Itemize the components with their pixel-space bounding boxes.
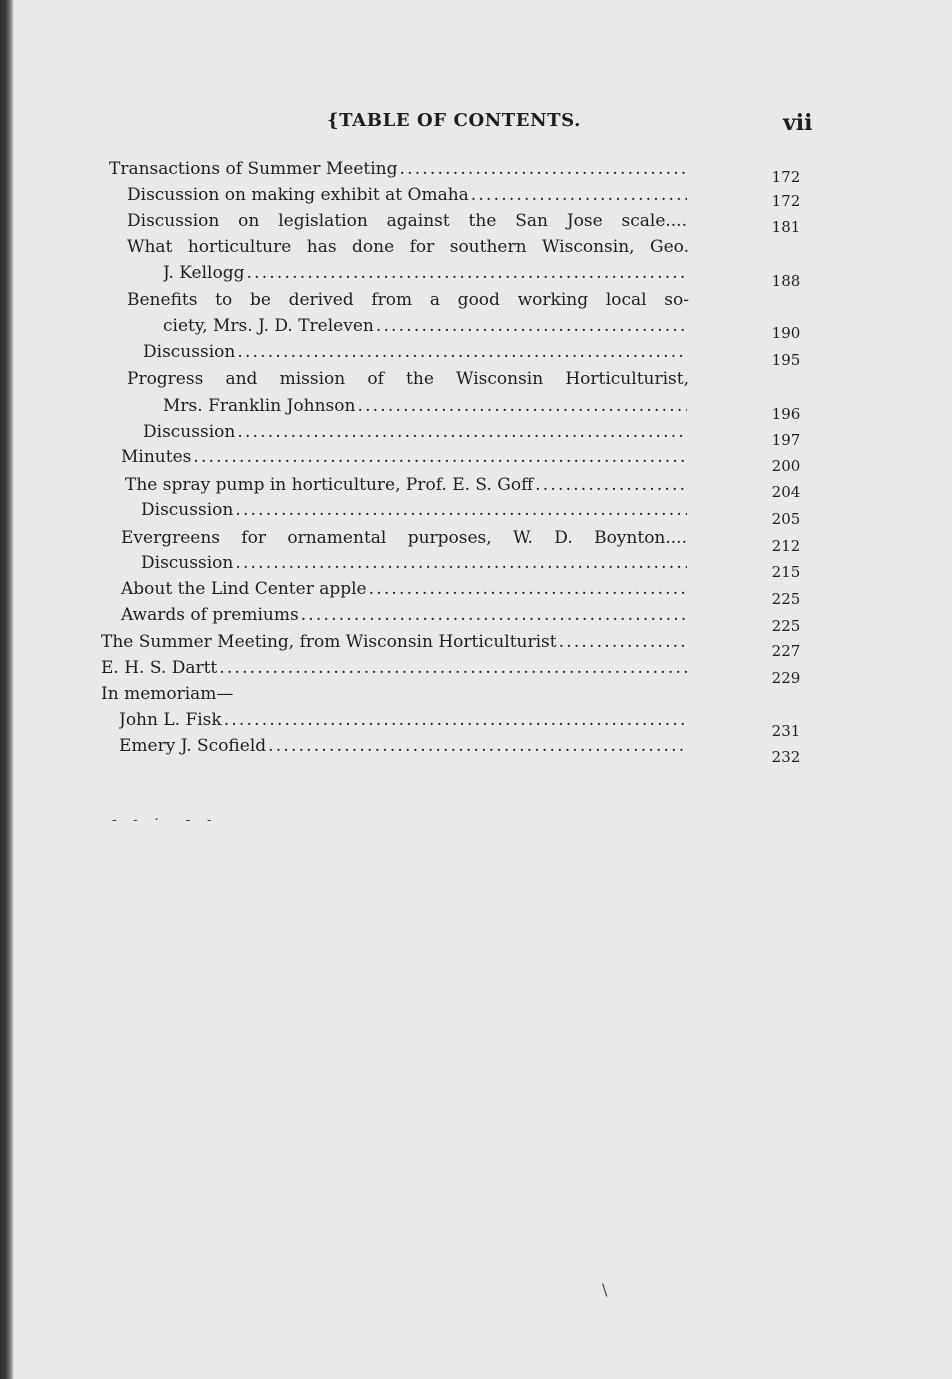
toc-entry-title: Evergreens for ornamental purposes, W. D. Boynton.... — [121, 528, 687, 548]
toc-entry — [101, 656, 687, 680]
toc-page-number: 205 — [771, 510, 801, 528]
toc-entry — [163, 314, 687, 338]
toc-entry — [119, 734, 685, 758]
toc-page-number: 204 — [771, 483, 801, 501]
toc-page-number: 172 — [771, 168, 801, 186]
roman-page-number: vii — [783, 110, 813, 136]
toc-entry — [109, 157, 687, 181]
leader-dots — [357, 394, 687, 418]
toc-entry-title: Minutes — [121, 447, 192, 467]
leader-dots — [471, 183, 687, 207]
leader-dots — [237, 340, 687, 364]
toc-entry-title: Discussion — [141, 500, 234, 520]
toc-page-number: 197 — [771, 431, 801, 449]
toc-page-number: 172 — [771, 192, 801, 210]
leader-dots — [535, 473, 687, 497]
toc-entry — [141, 498, 687, 522]
toc-entry — [121, 445, 687, 469]
toc-entry — [163, 261, 687, 285]
toc-entry — [101, 630, 687, 654]
toc-entry-title: Benefits to be derived from a good working local so- — [127, 290, 689, 310]
toc-entry-title: Awards of premiums — [121, 605, 299, 625]
scan-speck: - - · - - — [112, 812, 218, 828]
toc-page-number: 215 — [771, 563, 801, 581]
leader-dots — [235, 498, 687, 522]
leader-dots — [224, 708, 685, 732]
toc-entry-title: The Summer Meeting, from Wisconsin Horticulturist — [101, 632, 557, 652]
toc-entry-title: Discussion — [143, 422, 236, 442]
toc-entry-title: What horticulture has done for southern Wisconsin, Geo. — [127, 237, 689, 257]
toc-page-number: 231 — [771, 722, 801, 740]
toc-entry-title: Emery J. Scofield — [119, 736, 267, 756]
toc-entry-title: E. H. S. Dartt — [101, 658, 218, 678]
leader-dots — [237, 420, 687, 444]
toc-entry — [127, 235, 689, 259]
toc-page-number: 196 — [771, 405, 801, 423]
toc-entry — [121, 526, 687, 550]
toc-entry — [101, 682, 501, 706]
toc-entry-title: Mrs. Franklin Johnson — [163, 396, 356, 416]
toc-entry-title: The spray pump in horticulture, Prof. E. S. Goff — [125, 475, 534, 495]
toc-entry — [127, 183, 687, 207]
leader-dots — [235, 551, 687, 575]
toc-entry — [121, 603, 687, 627]
toc-page-number: 190 — [771, 324, 801, 342]
toc-entry-title: J. Kellogg — [163, 263, 245, 283]
leader-dots — [301, 603, 687, 627]
toc-page-number: 181 — [771, 218, 801, 236]
leader-dots — [559, 630, 687, 654]
page-binding-edge — [0, 0, 14, 1379]
toc-entry-title: About the Lind Center apple — [121, 579, 367, 599]
toc-entry-title: Discussion — [141, 553, 234, 573]
toc-entry-title: Progress and mission of the Wisconsin Horticulturist, — [127, 369, 689, 389]
toc-page-number: 227 — [771, 642, 801, 660]
leader-dots — [219, 656, 687, 680]
toc-entry-title: John L. Fisk — [119, 710, 222, 730]
toc-entry — [163, 394, 687, 418]
toc-page-number: 212 — [771, 537, 801, 555]
toc-entry-title: Discussion on making exhibit at Omaha — [127, 185, 469, 205]
toc-entry-title: Transactions of Summer Meeting — [109, 159, 398, 179]
leader-dots — [268, 734, 685, 758]
toc-entry-title: Discussion — [143, 342, 236, 362]
leader-dots — [246, 261, 687, 285]
leader-dots — [400, 157, 688, 181]
leader-dots — [369, 577, 687, 601]
leader-dots — [193, 445, 687, 469]
toc-entry — [121, 577, 687, 601]
toc-page-number: 188 — [771, 272, 801, 290]
toc-entry — [141, 551, 687, 575]
toc-entry — [125, 473, 687, 497]
toc-entry — [127, 288, 689, 312]
toc-page-number: 232 — [771, 748, 801, 766]
toc-entry — [143, 420, 687, 444]
leader-dots — [376, 314, 687, 338]
toc-page-number: 200 — [771, 457, 801, 475]
page-title: {TABLE OF CONTENTS. — [327, 110, 581, 131]
toc-page-number: 225 — [771, 617, 801, 635]
toc-entry-title: Discussion on legislation against the San Jose scale.... — [127, 211, 687, 231]
toc-page-number: 229 — [771, 669, 801, 687]
toc-page-number: 195 — [771, 351, 801, 369]
toc-entry — [143, 340, 687, 364]
toc-page-number: 225 — [771, 590, 801, 608]
scan-speck: \ — [602, 1280, 608, 1299]
toc-entry — [127, 367, 689, 391]
toc-entry-title: In memoriam— — [101, 684, 234, 704]
toc-entry-title: ciety, Mrs. J. D. Treleven — [163, 316, 374, 336]
toc-entry — [127, 209, 687, 233]
toc-entry — [119, 708, 685, 732]
